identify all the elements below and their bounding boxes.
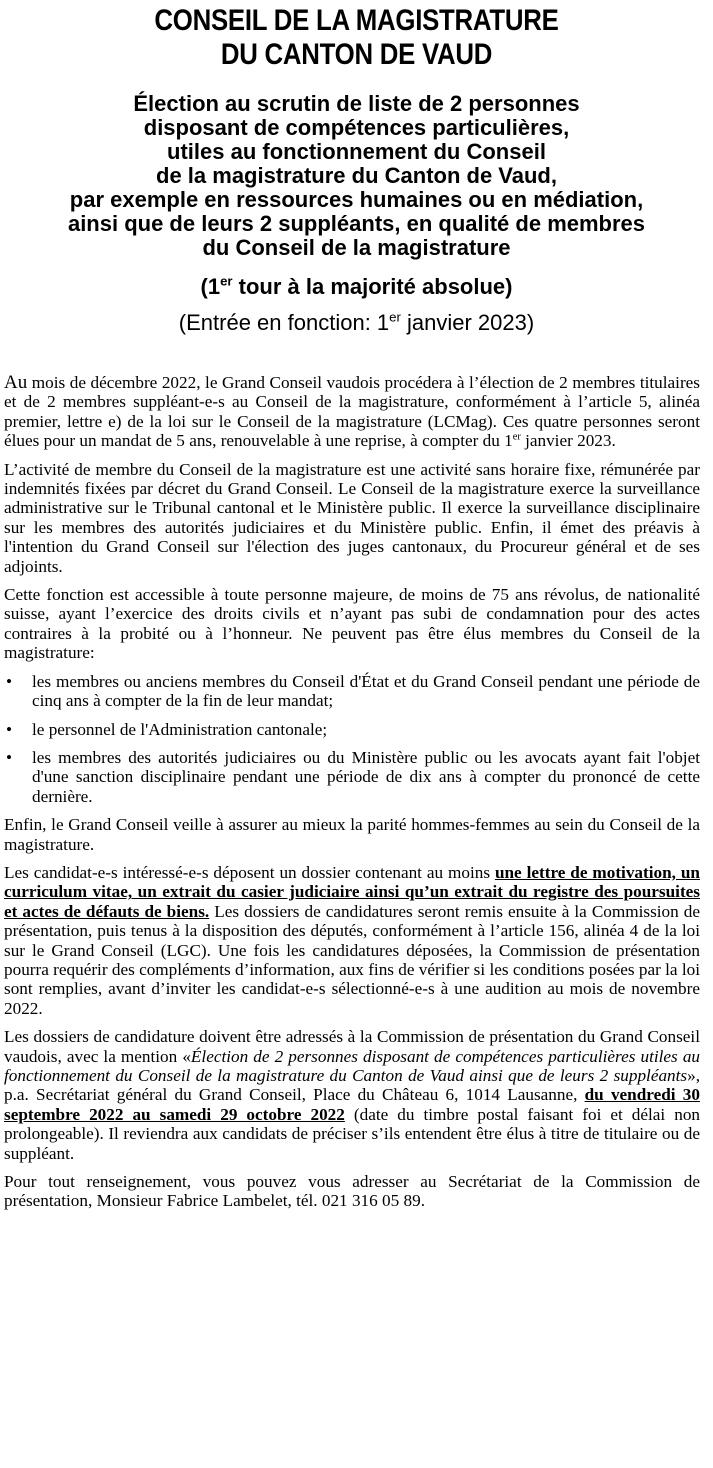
- page-title: [50, 4, 663, 72]
- subtitle-line: de la magistrature du Canton de Vaud,: [156, 163, 557, 188]
- list-item: • les membres ou anciens membres du Conseil d'État et du Grand Conseil pendant une période de cinq ans à compter de la fin de leur mandat;: [6, 671, 700, 711]
- subtitle-line: par exemple en ressources humaines ou en médiation,: [69, 187, 644, 212]
- subtitle-line: utiles au fonctionnement du Conseil: [167, 139, 546, 164]
- bullet-icon: •: [6, 719, 13, 739]
- submission-mention: Élection de 2 personnes disposant de compétences particulières utiles au fonctionnement du Conseil de la magistrature du Canton de Vaud ainsi que de leurs 2 suppléants: [4, 1046, 701, 1085]
- announcement-body: [4, 373, 700, 1220]
- paragraph-intro: Au mois de décembre 2022, le Grand Conseil vaudois procédera à l’élection de 2 membres titulaires et de 2 membres suppléant-e-s au Conseil de la magistrature, conformément à l’article 5, alinéa premier, lettre e) de la loi sur le Conseil de la magistrature (LCMag). Ces quatre personnes seront élues pour un mandat de 5 ans, renouvelable à une reprise, à compter du 1er janvier 2023.: [4, 372, 700, 451]
- bullet-icon: •: [6, 747, 13, 767]
- title-line: DU CANTON DE VAUD: [220, 38, 493, 71]
- round-info: (1er tour à la majorité absolue): [200, 273, 513, 299]
- ineligibility-list: [4, 672, 700, 806]
- subtitle-line: disposant de compétences particulières,: [143, 115, 570, 140]
- entry-date-info: (Entrée en fonction: 1er janvier 2023): [178, 309, 535, 335]
- paragraph-contact: Pour tout renseignement, vous pouvez vous adresser au Secrétariat de la Commission de présentation, Monsieur Fabrice Lambelet, tél. 021 316 05 89.: [4, 1172, 700, 1211]
- paragraph-activity: L’activité de membre du Conseil de la magistrature est une activité sans horaire fixe, rémunérée par indemnités fixées par décret du Grand Conseil. Le Conseil de la magistrature exerce la surveillance administrative sur le Tribunal cantonal et le Ministère public. Il exerce la surveillance disciplinaire sur les membres des autorités judiciaires et du Ministère public. Enfin, il émet des préavis à l'intention du Grand Conseil sur l'élection des juges cantonaux, du Procureur général et de ses adjoints.: [4, 459, 700, 576]
- paragraph-dossier: Les candidat-e-s intéressé-e-s déposent un dossier contenant au moins une lettre de motivation, un curriculum vitae, un extrait du casier judiciaire ainsi qu’un extrait du registre des poursuites et actes de défauts de biens. Les dossiers de candidatures seront remis ensuite à la Commission de présentation, puis tenus à la disposition des députés, conformément à l’article 156, alinéa 4 de la loi sur le Grand Conseil (LGC). Une fois les candidatures déposées, la Commission de présentation pourra requérir des compléments d’information, aux fins de vérifier si les conditions posées par la loi sont remplies, avant d’inviter les candidat-e-s sélectionné-e-s à une audition au mois de novembre 2022.: [4, 862, 700, 1018]
- subtitle-line: ainsi que de leurs 2 suppléants, en qualité de membres: [67, 211, 646, 236]
- subtitle-line: Élection au scrutin de liste de 2 personnes: [133, 91, 580, 116]
- list-item: • les membres des autorités judiciaires ou du Ministère public ou les avocats ayant fait l'objet d'une sanction disciplinaire pendant une période de dix ans à compter du prononcé de cette dernière.: [6, 747, 700, 806]
- submission-deadline: du vendredi 30 septembre 2022 au samedi 29 octobre 2022: [4, 1085, 700, 1124]
- election-subtitle: [0, 92, 713, 260]
- subtitle-line: du Conseil de la magistrature: [202, 235, 511, 260]
- required-documents: une lettre de motivation, un curriculum vitae, un extrait du casier judiciaire ainsi qu’un extrait du registre des poursuites et actes de défauts de biens.: [4, 862, 700, 921]
- paragraph-parity: Enfin, le Grand Conseil veille à assurer au mieux la parité hommes-femmes au sein du Conseil de la magistrature.: [4, 815, 700, 854]
- title-line: CONSEIL DE LA MAGISTRATURE: [154, 4, 559, 37]
- list-item: • le personnel de l'Administration cantonale;: [6, 719, 328, 739]
- paragraph-submission: Les dossiers de candidature doivent être adressés à la Commission de présentation du Grand Conseil vaudois, avec la mention «Élection de 2 personnes disposant de compétences particulières utiles au fonctionnement du Conseil de la magistrature du Canton de Vaud ainsi que de leurs 2 suppléants», p.a. Secrétariat général du Grand Conseil, Place du Château 6, 1014 Lausanne, du vendredi 30 septembre 2022 au samedi 29 octobre 2022 (date du timbre postal faisant foi et délai non prolongeable). Il reviendra aux candidats de préciser s’ils entendent être élus à titre de titulaire ou de suppléant.: [4, 1027, 701, 1163]
- bullet-icon: •: [6, 671, 13, 691]
- paragraph-eligibility: Cette fonction est accessible à toute personne majeure, de moins de 75 ans révolus, de nationalité suisse, ayant l’exercice des droits civils et n’ayant pas subi de condamnation pour des actes contraires à la probité ou à l’honneur. Ne peuvent pas être élus membres du Conseil de la magistrature:: [4, 585, 700, 663]
